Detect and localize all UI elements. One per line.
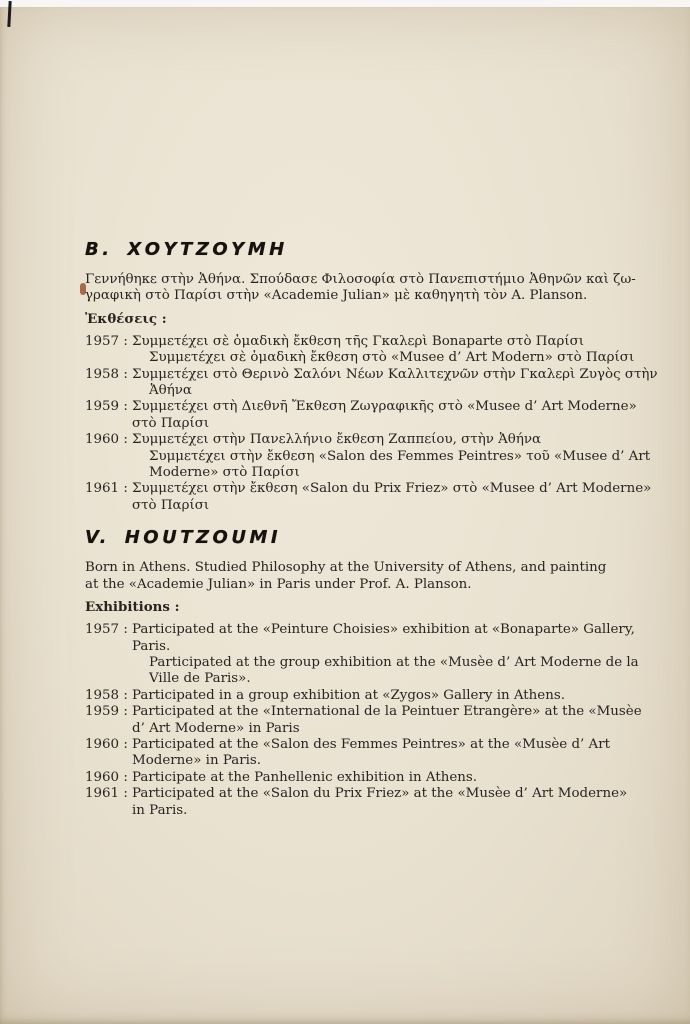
exhibition-text: Participated at the «Salon du Prix Friez» at the «Musèe d’ Art Moderne» <box>132 786 628 802</box>
exhibition-text: Ville de Paris». <box>149 671 251 687</box>
exhibition-entry <box>85 803 648 819</box>
exhibition-year <box>85 416 132 432</box>
exhibition-year <box>85 803 132 819</box>
exhibition-text: Participated at the «International de la Peintuer Etrangère» at the «Musèe <box>132 704 642 720</box>
bio-line: at the «Academie Julian» in Paris under Prof. A. Planson. <box>85 576 472 592</box>
exhibition-list-english <box>85 622 648 819</box>
artist-name-english: V. HOUTZOUMI <box>85 527 282 549</box>
exhibition-year <box>85 498 132 514</box>
exhibition-text: Participated at the group exhibition at the «Musèe d’ Art Moderne de la <box>149 654 639 670</box>
exhibition-entry <box>85 399 648 415</box>
exhibition-year <box>85 383 132 399</box>
exhibition-text: Συμμετέχει στὸ Θερινὸ Σαλόνι Νέων Καλλιτεχνῶν στὴν Γκαλερὶ Ζυγὸς στὴν <box>132 366 658 382</box>
exhibition-year <box>85 671 132 687</box>
exhibition-entry <box>85 737 648 753</box>
exhibition-text: Συμμετέχει στὴν ἔκθεση «Salon du Prix Friez» στὸ «Musee d’ Art Moderne» <box>132 481 652 497</box>
exhibition-year: 1957 : <box>85 333 128 349</box>
exhibition-text: Participated at the «Peinture Choisies» exhibition at «Bonaparte» Gallery, <box>132 622 635 638</box>
exhibition-entry <box>85 622 648 638</box>
exhibition-year: 1958 : <box>85 687 128 703</box>
exhibition-entry <box>85 498 648 514</box>
exhibition-text: στὸ Παρίσι <box>132 415 210 431</box>
exhibitions-label-greek: Ἐκθέσεις : <box>85 310 167 327</box>
exhibition-text: Participated in a group exhibition at «Zygos» Gallery in Athens. <box>132 687 565 703</box>
exhibition-entry <box>85 655 648 671</box>
exhibition-text: Participated at the «Salon des Femmes Peintres» at the «Musèe d’ Art <box>132 736 610 752</box>
exhibition-entry <box>85 770 648 786</box>
exhibition-entry <box>85 786 648 802</box>
exhibition-text: Συμμετέχει στὴ Διεθνῆ Ἔκθεση Ζωγραφικῆς στὸ «Musee d’ Art Moderne» <box>132 399 637 415</box>
exhibition-text: Συμμετέχει στὴν ἔκθεση «Salon des Femmes Peintres» τοῦ «Musee d’ Art <box>149 448 651 464</box>
exhibition-text: Συμμετέχει σὲ ὁμαδικὴ ἔκθεση στὸ «Musee d’ Art Modern» στὸ Παρίσι <box>149 350 635 366</box>
exhibition-text: στὸ Παρίσι <box>132 497 210 513</box>
bio-paragraph-english <box>85 560 648 593</box>
exhibition-year: 1959 : <box>85 704 128 720</box>
exhibition-entry <box>85 465 648 481</box>
exhibition-entry <box>85 350 648 366</box>
exhibition-text: in Paris. <box>132 802 188 818</box>
exhibition-entry <box>85 721 648 737</box>
exhibition-year: 1957 : <box>85 622 128 638</box>
exhibition-entry <box>85 334 648 350</box>
exhibition-text: d’ Art Moderne» in Paris <box>132 720 300 736</box>
exhibition-year <box>85 721 132 737</box>
artist-name-greek: B. ΧΟΥΤΖΟΥΜΗ <box>85 239 288 260</box>
exhibition-year <box>85 753 132 769</box>
greek-section <box>85 239 658 514</box>
exhibition-entry <box>85 688 648 704</box>
exhibition-year: 1961 : <box>85 786 128 802</box>
exhibition-entry <box>85 448 651 465</box>
exhibition-text: Paris. <box>132 638 171 654</box>
exhibition-year: 1960 : <box>85 769 128 785</box>
exhibition-year <box>85 350 132 366</box>
exhibition-entry <box>85 481 652 497</box>
bio-line: γραφικὴ στὸ Παρίσι στὴν «Academie Julian» μὲ καθηγητὴ τὸν A. Planson. <box>85 288 588 304</box>
exhibition-entry <box>85 639 648 655</box>
exhibition-text: Participate at the Panhellenic exhibition in Athens. <box>132 769 478 785</box>
exhibition-year: 1958 : <box>85 366 128 382</box>
english-section <box>85 528 648 819</box>
exhibition-year: 1960 : <box>85 736 128 752</box>
bio-paragraph-greek <box>85 272 648 305</box>
exhibition-entry <box>85 366 658 383</box>
exhibition-entry <box>85 416 648 432</box>
exhibition-text: Ἀθήνα <box>149 383 192 399</box>
exhibition-entry <box>85 753 648 769</box>
exhibition-text: Moderne» στὸ Παρίσι <box>149 465 300 481</box>
exhibition-text: Συμμετέχει σὲ ὁμαδικὴ ἔκθεση τῆς Γκαλερὶ Bonaparte στὸ Παρίσι <box>132 333 584 349</box>
exhibition-year <box>85 465 132 481</box>
exhibition-year <box>85 449 132 465</box>
exhibition-list-greek <box>85 333 658 514</box>
exhibitions-label-english: Exhibitions : <box>85 599 180 616</box>
exhibition-text: Moderne» in Paris. <box>132 753 262 769</box>
exhibition-entry <box>85 671 648 687</box>
exhibition-entry <box>85 383 648 399</box>
exhibition-year: 1961 : <box>85 481 128 497</box>
exhibition-year <box>85 655 132 671</box>
exhibition-entry <box>85 704 648 720</box>
exhibition-text: Συμμετέχει στὴν Πανελλήνιο ἔκθεση Ζαππείου, στὴν Ἀθήνα <box>132 432 542 448</box>
exhibition-year: 1959 : <box>85 399 128 415</box>
bio-line: Γεννήθηκε στὴν Ἀθήνα. Σπούδασε Φιλοσοφία στὸ Πανεπιστήμιο Ἀθηνῶν καὶ ζω- <box>85 272 636 287</box>
exhibition-entry <box>85 432 648 448</box>
bio-line: Born in Athens. Studied Philosophy at the University of Athens, and painting <box>85 560 607 576</box>
exhibition-year <box>85 639 132 655</box>
exhibition-year: 1960 : <box>85 432 128 448</box>
